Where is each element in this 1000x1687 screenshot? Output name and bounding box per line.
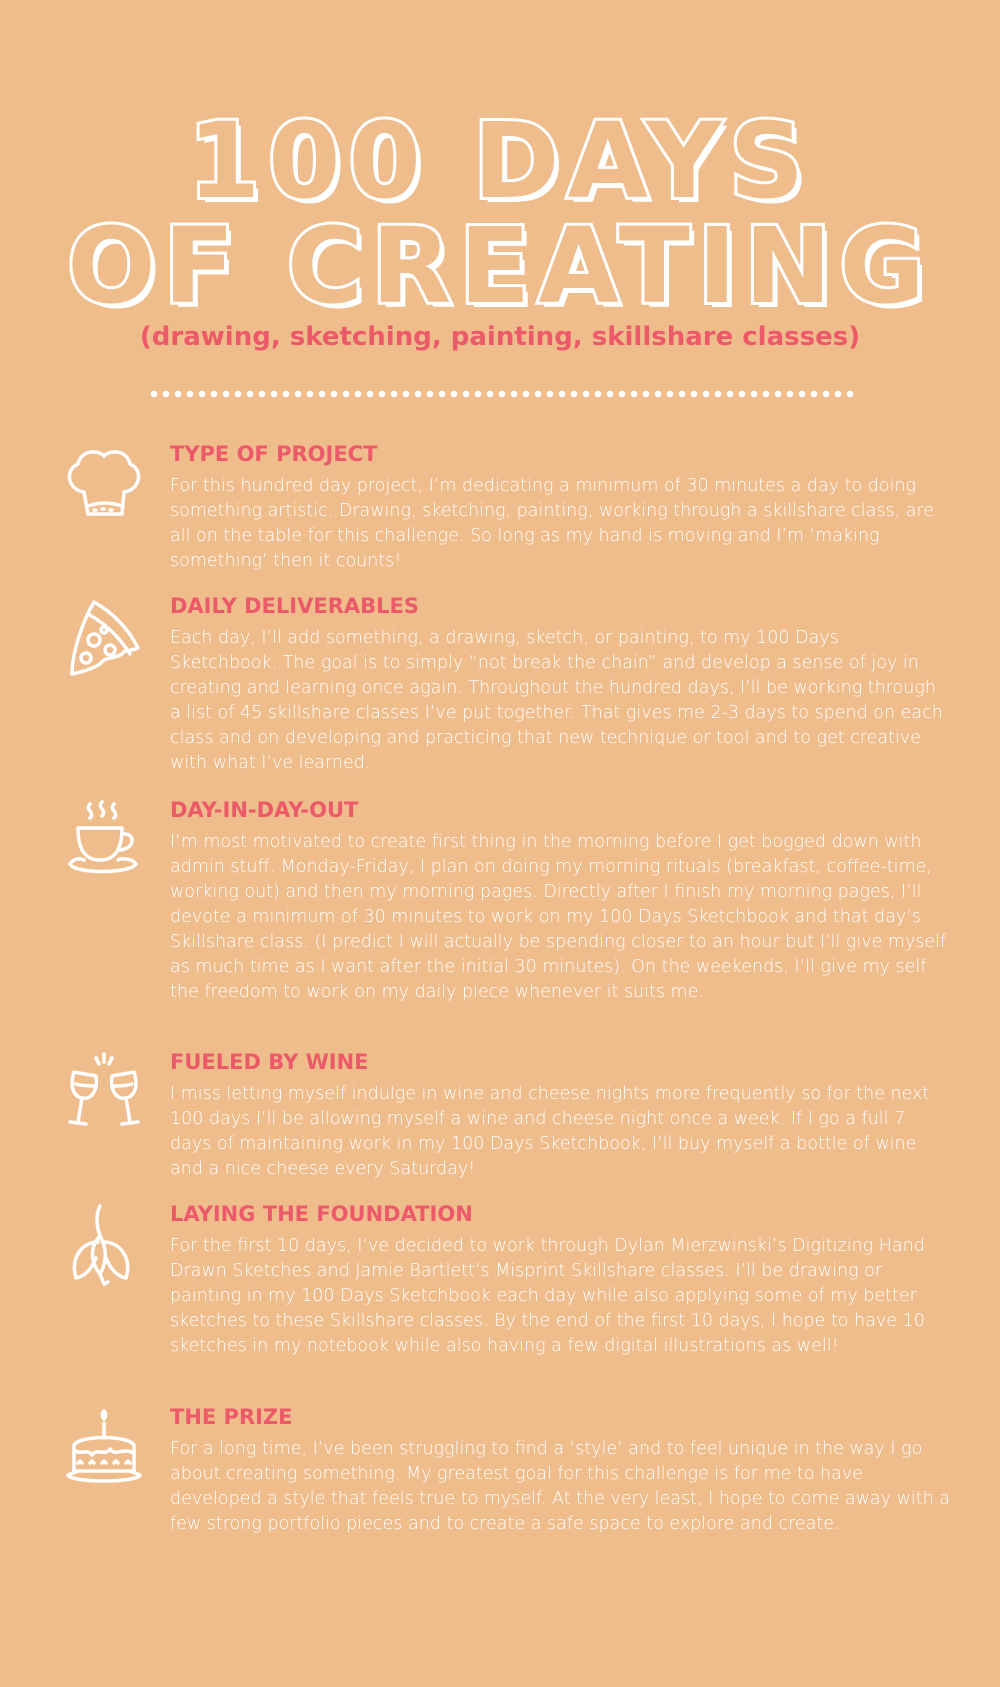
section-body: I miss letting myself indulge in wine and cheese nights more frequently so for the next 100 days I’ll be allowing myself a wine and cheese night once a week. If I go a full 7 days of maintaining work in my 100 Days Sketchbook, I’ll buy myself a bottle of wine and a nice cheese every Saturday! xyxy=(170,1084,930,1179)
section-heading: DAY-IN-DAY-OUT xyxy=(170,798,359,822)
section-heading: LAYING THE FOUNDATION xyxy=(170,1202,473,1226)
section-body: For this hundred day project, I’m dedicating a minimum of 30 minutes a day to doing something artistic. Drawing, sketching, painting, working through a skillshare class, are all on the table for this challenge. So long as my hand is moving and I’m ‘making something’ then it counts! xyxy=(170,476,935,571)
section-heading: DAILY DELIVERABLES xyxy=(170,594,419,618)
section-body: I’m most motivated to create first thing in the morning before I get bogged down with admin stuff. Monday-Friday, I plan on doing my morning rituals (breakfast, coffee-time, working out) and then my morning pages. Directly after I finish my morning pages, I’ll devote a minimum of 30 minutes to work on my 100 Days Sketchbook and that day’s Skillshare class. (I predict I will actually be spending closer to an hour but I’ll give myself as much time as I want after the initial 30 minutes). On the weekends, I’ll give my self the freedom to work on my daily piece whenever it suits me. xyxy=(170,832,947,1002)
section-heading: TYPE OF PROJECT xyxy=(170,442,378,466)
chef-hat-icon xyxy=(60,442,148,530)
coffee-cup-icon xyxy=(60,798,148,886)
subtitle: (drawing, sketching, painting, skillshare classes) xyxy=(139,322,861,352)
section-body: Each day, I’ll add something, a drawing, sketch, or painting, to my 100 Days Sketchbook. The goal is to simply “not break the chain” and develop a sense of joy in creating and learning once again. Throughout the hundred days, I’ll be working through a list of 45 skillshare classes I’ve put together. That gives me 2-3 days to spend on each class and on developing and practicing that new technique or tool and to get creative with what I’ve learned. xyxy=(170,628,943,773)
title-line-1: 100 DAYS xyxy=(187,100,813,222)
section-heading: THE PRIZE xyxy=(170,1405,293,1429)
wine-glasses-icon xyxy=(60,1050,148,1138)
title-line-2: OF CREATING xyxy=(67,205,933,327)
section-body: For a long time, I’ve been struggling to find a ‘style’ and to feel unique in the way I go about creating something. My greatest goal for this challenge is for me to have developed a style that feels true to myself. At the very least, I hope to come away with a few strong portfolio pieces and to create a safe space to explore and create. xyxy=(170,1439,950,1534)
section-body: For the first 10 days, I’ve decided to work through Dylan Mierzwinski’s Digitizing Hand Drawn Sketches and Jamie Bartlett’s Misprint Skillshare classes. I’ll be drawing or painting in my 100 Days Sketchbook each day while also applying some of my better sketches to these Skillshare classes. By the end of the first 10 days, I hope to have 10 sketches in my notebook while also having a few digital illustrations as well! xyxy=(170,1236,925,1356)
section-heading: FUELED BY WINE xyxy=(170,1050,369,1074)
dotted-divider xyxy=(148,390,854,398)
birthday-cake-icon xyxy=(60,1405,148,1493)
banana-icon xyxy=(60,1202,148,1290)
pizza-slice-icon xyxy=(60,594,148,682)
